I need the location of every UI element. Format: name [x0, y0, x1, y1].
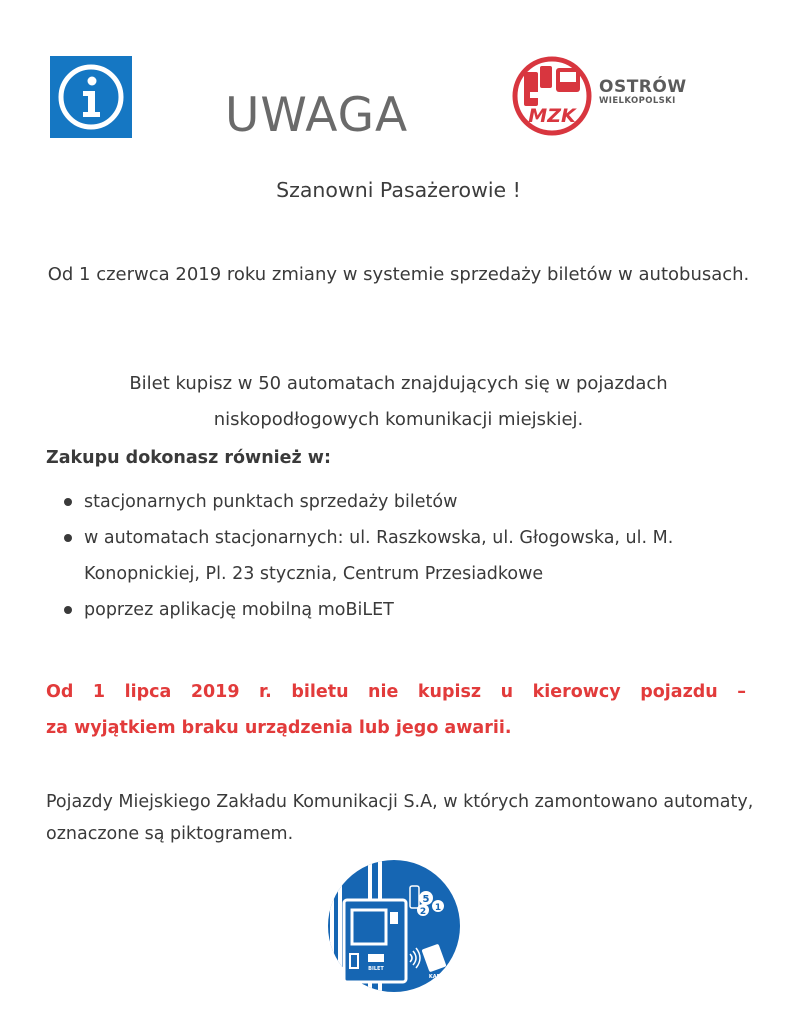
list-item-text: stacjonarnych punktach sprzedaży biletów — [84, 492, 458, 512]
paragraph-ticket-changes: Od 1 czerwca 2019 roku zmiany w systemie sprzedaży biletów w autobusach. — [47, 264, 750, 285]
greeting: Szanowni Pasażerowie ! — [276, 178, 521, 202]
coin-2: 2 — [419, 907, 427, 917]
coin-1: 1 — [434, 903, 442, 913]
bullet-icon — [64, 534, 72, 542]
warning-line-1: Od 1 lipca 2019 r. biletu nie kupisz u kierowcy pojazdu – — [46, 682, 746, 702]
brand-region: WIELKOPOLSKI — [599, 96, 676, 106]
page-title: UWAGA — [225, 88, 409, 143]
mzk-logo-text: MZK — [528, 105, 576, 127]
bullet-icon — [64, 606, 72, 614]
bullet-icon — [64, 498, 72, 506]
pictogram-ticket-label: BILET — [368, 966, 384, 972]
ticket-machine-pictogram — [326, 858, 462, 994]
coin-5: 5 — [422, 894, 430, 905]
purchase-options-list — [46, 484, 766, 628]
list-item — [46, 592, 766, 628]
info-icon — [50, 56, 132, 138]
list-item — [46, 484, 766, 520]
paragraph-ticket-machines: Bilet kupisz w 50 automatach znajdujących się w pojazdach niskopodłogowych komunikacji miejskiej. — [129, 373, 668, 430]
vehicles-note: Pojazdy Miejskiego Zakładu Komunikacji S.A, w których zamontowano automaty, oznaczone są piktogramem. — [46, 792, 754, 844]
mzk-logo — [510, 54, 594, 138]
info-sign — [50, 56, 132, 138]
list-item-text: poprzez aplikację mobilną moBiLET — [84, 600, 394, 620]
brand-city: OSTRÓW — [599, 77, 687, 97]
list-item-text: w automatach stacjonarnych: ul. Raszkowska, ul. Głogowska, ul. M. Konopnickiej, Pl. 23 stycznia, Centrum Przesiadkowe — [84, 528, 674, 584]
brand-name — [599, 78, 687, 106]
purchase-heading: Zakupu dokonasz również w: — [46, 448, 331, 468]
warning-notice — [46, 674, 746, 746]
ticket-machine-icon — [344, 900, 406, 982]
warning-line-2: za wyjątkiem braku urządzenia lub jego awarii. — [46, 718, 512, 738]
list-item — [46, 520, 766, 592]
pictogram-card-label: KARTA — [428, 974, 448, 980]
